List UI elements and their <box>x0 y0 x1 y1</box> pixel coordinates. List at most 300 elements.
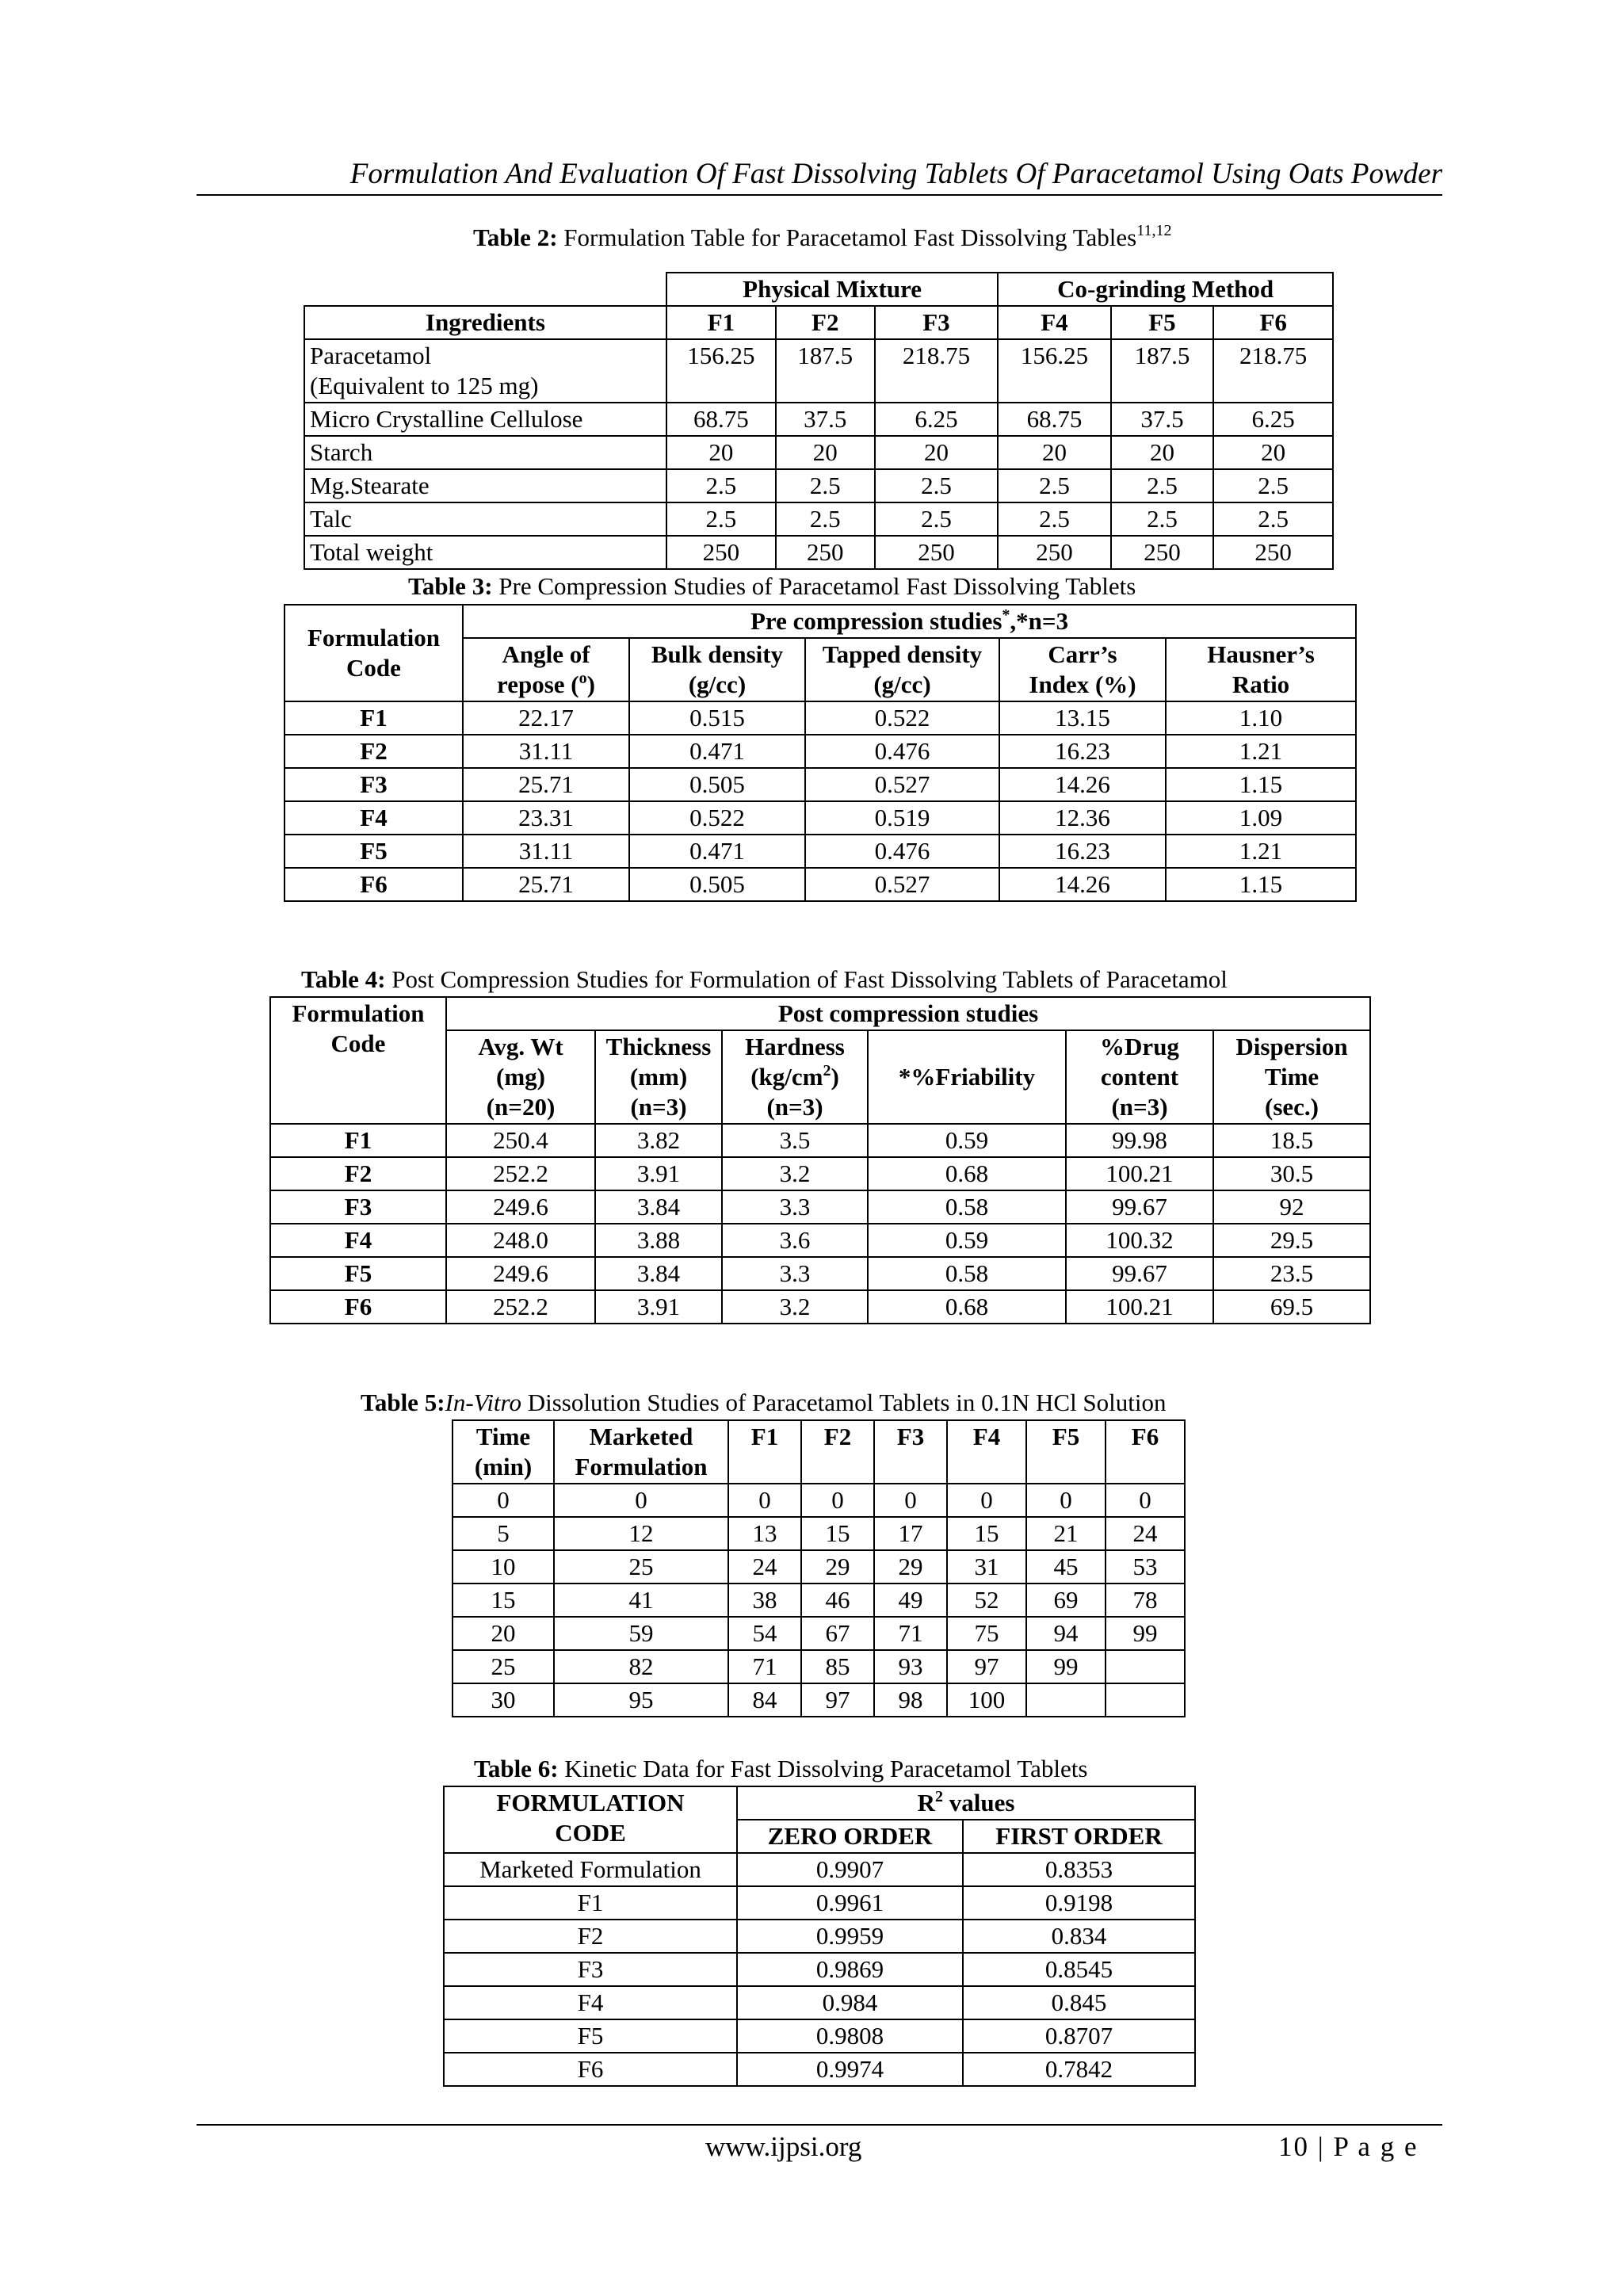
table-cell: 3.3 <box>722 1257 868 1290</box>
table-cell: 20 <box>453 1617 554 1650</box>
header-line: (n=20) <box>486 1093 556 1121</box>
table-cell: 30.5 <box>1213 1157 1370 1190</box>
table-cell: 20 <box>1111 436 1214 469</box>
table-cell: 0.9907 <box>737 1853 963 1886</box>
table-row <box>270 1290 1370 1324</box>
table-cell: 187.5 <box>1111 339 1214 403</box>
table4-col-header-drug-content <box>1066 1030 1213 1124</box>
table6-label: Table 6: <box>474 1755 559 1782</box>
table2-ingredient-name: Total weight <box>304 536 666 569</box>
table6-code-header-line1: FORMULATION <box>496 1789 685 1817</box>
table4-code-header-line2: Code <box>330 1030 386 1057</box>
table6-caption <box>474 1753 1087 1785</box>
table-cell: 24 <box>1106 1517 1185 1550</box>
table6-caption-text: Kinetic Data for Fast Dissolving Paracetamol Tablets <box>558 1755 1088 1782</box>
row-code: F5 <box>285 835 463 868</box>
table-cell: 156.25 <box>666 339 776 403</box>
table-row <box>304 469 1333 502</box>
table-cell: 250 <box>776 536 875 569</box>
row-code: F1 <box>270 1124 446 1157</box>
table6-code-header <box>444 1786 737 1853</box>
table-cell: 21 <box>1026 1517 1106 1550</box>
table2-group-co-grinding: Co-grinding Method <box>998 273 1333 306</box>
table5-col-header: F4 <box>947 1420 1026 1484</box>
table-cell: 0 <box>554 1484 728 1517</box>
header-line: Hardness <box>745 1033 845 1060</box>
table2-group-header-row <box>304 273 1333 306</box>
header-line: (g/cc) <box>688 670 747 698</box>
row-code: F4 <box>270 1224 446 1257</box>
footer-url: www.ijpsi.org <box>705 2131 862 2162</box>
table-cell: 3.82 <box>595 1124 722 1157</box>
table-cell: 0.9198 <box>963 1886 1195 1920</box>
table-row <box>285 735 1356 768</box>
table4-group-header: Post compression studies <box>446 997 1370 1030</box>
table2-column-header-row <box>304 306 1333 339</box>
row-code: F6 <box>270 1290 446 1324</box>
table-cell: 52 <box>947 1584 1026 1617</box>
table-cell: 0 <box>1026 1484 1106 1517</box>
table-cell: 0.8353 <box>963 1853 1195 1886</box>
table4-caption <box>301 964 1228 995</box>
header-text: R <box>917 1789 935 1817</box>
table2-col-header: F3 <box>875 306 999 339</box>
table4-code-header-line1: Formulation <box>292 999 425 1027</box>
table-cell: 20 <box>666 436 776 469</box>
table-row <box>444 1986 1195 2019</box>
table-cell: F3 <box>444 1953 737 1986</box>
table-cell: 1.10 <box>1166 701 1356 735</box>
table4-label: Table 4: <box>301 965 386 993</box>
table-cell: 92 <box>1213 1190 1370 1224</box>
table-row <box>304 339 1333 403</box>
table-cell: 250 <box>998 536 1110 569</box>
table-cell: 3.5 <box>722 1124 868 1157</box>
table-cell: 250 <box>666 536 776 569</box>
table-cell: 0 <box>801 1484 874 1517</box>
header-line: Dispersion <box>1235 1033 1348 1060</box>
table-cell: 0.59 <box>868 1124 1066 1157</box>
table-row <box>453 1650 1185 1683</box>
table-cell: 75 <box>947 1617 1026 1650</box>
table3-caption <box>408 571 1136 602</box>
table-cell <box>1106 1683 1185 1717</box>
table6-group-header-row <box>444 1786 1195 1820</box>
table-cell: 2.5 <box>998 502 1110 536</box>
table-row <box>270 1257 1370 1290</box>
header-line: Thickness <box>605 1033 712 1060</box>
table-row <box>285 835 1356 868</box>
table-cell <box>1026 1683 1106 1717</box>
table-row <box>453 1584 1185 1617</box>
table4-caption-text: Post Compression Studies for Formulation of Fast Dissolving Tablets of Paracetamol <box>385 965 1228 993</box>
table-row <box>444 1953 1195 1986</box>
table-cell: 2.5 <box>666 502 776 536</box>
table3-col-header-carr <box>999 638 1166 701</box>
table-cell: 37.5 <box>1111 403 1214 436</box>
table-cell: 69.5 <box>1213 1290 1370 1324</box>
table-cell: 10 <box>453 1550 554 1584</box>
table3-col-header-hausner <box>1166 638 1356 701</box>
table-row <box>304 536 1333 569</box>
table-row <box>453 1617 1185 1650</box>
table-cell: 29 <box>874 1550 947 1584</box>
table-cell: 16.23 <box>999 835 1166 868</box>
table-cell: 1.21 <box>1166 735 1356 768</box>
header-line: Carr’s <box>1048 640 1117 668</box>
table-cell: 29.5 <box>1213 1224 1370 1257</box>
table4-col-header-thickness <box>595 1030 722 1124</box>
table-cell <box>1106 1650 1185 1683</box>
header-line: (min) <box>474 1453 533 1480</box>
table3-group-header <box>463 605 1356 638</box>
table6-r2-header <box>737 1786 1195 1820</box>
table3-col-header-tapped <box>805 638 999 701</box>
table3-caption-text: Pre Compression Studies of Paracetamol Fast Dissolving Tablets <box>492 572 1136 600</box>
table-cell: 2.5 <box>666 469 776 502</box>
header-line: Avg. Wt <box>478 1033 563 1060</box>
table-cell: 0 <box>874 1484 947 1517</box>
header-line: Bulk density <box>651 640 784 668</box>
table-cell: 0.59 <box>868 1224 1066 1257</box>
table-cell: 0.9974 <box>737 2053 963 2086</box>
table-cell: 68.75 <box>998 403 1110 436</box>
header-line: (sec.) <box>1265 1093 1319 1121</box>
table5-col-header: F3 <box>874 1420 947 1484</box>
table-cell: 99 <box>1026 1650 1106 1683</box>
table-row <box>444 1853 1195 1886</box>
table-row <box>304 436 1333 469</box>
table-cell: 78 <box>1106 1584 1185 1617</box>
table-cell: 31.11 <box>463 835 629 868</box>
header-line: Ratio <box>1232 670 1290 698</box>
table3-group-header-tail: ,*n=3 <box>1010 607 1069 635</box>
table-cell: 0.515 <box>629 701 805 735</box>
table-cell: 69 <box>1026 1584 1106 1617</box>
header-line: Formulation <box>575 1453 708 1480</box>
table-row <box>304 502 1333 536</box>
header-line: Index (%) <box>1029 670 1136 698</box>
table-cell: F2 <box>444 1920 737 1953</box>
table-cell: 6.25 <box>1213 403 1333 436</box>
table-cell: 25.71 <box>463 868 629 901</box>
table6-col-header-first-order: FIRST ORDER <box>963 1820 1195 1853</box>
table2-col-header: F6 <box>1213 306 1333 339</box>
header-line: ) <box>586 670 595 698</box>
journal-article-title: Formulation And Evaluation Of Fast Dissolving Tablets Of Paracetamol Using Oats Powder <box>349 158 1442 190</box>
degree-sup: o <box>579 670 587 687</box>
table5-col-header: F6 <box>1106 1420 1185 1484</box>
table-cell: 100.21 <box>1066 1157 1213 1190</box>
table-cell: 0.471 <box>629 835 805 868</box>
table-row <box>285 868 1356 901</box>
table-cell: F1 <box>444 1886 737 1920</box>
header-text: values <box>942 1789 1015 1817</box>
table2-col-header: F2 <box>776 306 875 339</box>
table-cell: 15 <box>801 1517 874 1550</box>
table5-caption <box>361 1387 1167 1419</box>
table-cell: 0.984 <box>737 1986 963 2019</box>
table3-col-header-bulk <box>629 638 805 701</box>
table-cell: 2.5 <box>875 502 999 536</box>
header-line: (mm) <box>629 1063 688 1091</box>
header-line: ) <box>831 1063 839 1091</box>
table-cell: 18.5 <box>1213 1124 1370 1157</box>
table-cell: 68.75 <box>666 403 776 436</box>
table-cell: 5 <box>453 1517 554 1550</box>
table2-reference: 11,12 <box>1136 222 1172 239</box>
table2-ingredient-name: Micro Crystalline Cellulose <box>304 403 666 436</box>
table-cell: 46 <box>801 1584 874 1617</box>
table-cell: 0 <box>453 1484 554 1517</box>
table-cell: 3.2 <box>722 1157 868 1190</box>
header-line: Time <box>1264 1063 1319 1091</box>
table-cell: 82 <box>554 1650 728 1683</box>
table-cell: 14.26 <box>999 868 1166 901</box>
table-cell: 54 <box>728 1617 801 1650</box>
table-cell: 0.527 <box>805 768 999 801</box>
table-cell: 20 <box>1213 436 1333 469</box>
table-cell: 0.527 <box>805 868 999 901</box>
table-cell: F4 <box>444 1986 737 2019</box>
table-row <box>453 1683 1185 1717</box>
header-line: (n=3) <box>1111 1093 1168 1121</box>
table5-col-header: F2 <box>801 1420 874 1484</box>
table-cell: 0.7842 <box>963 2053 1195 2086</box>
table-row <box>444 2019 1195 2053</box>
table-cell: 2.5 <box>1213 502 1333 536</box>
table-cell: 0.522 <box>805 701 999 735</box>
table5-col-header-time <box>453 1420 554 1484</box>
table-cell: 85 <box>801 1650 874 1683</box>
table-cell: 84 <box>728 1683 801 1717</box>
table5-caption-italic: In-Vitro <box>445 1389 521 1416</box>
table-cell: 0.834 <box>963 1920 1195 1953</box>
table2-col-header: F1 <box>666 306 776 339</box>
table4-col-header-dispersion <box>1213 1030 1370 1124</box>
table-cell: 97 <box>801 1683 874 1717</box>
table3-code-header-line2: Code <box>346 654 401 682</box>
table3-group-header-row <box>285 605 1356 638</box>
squared-sup: 2 <box>823 1062 831 1079</box>
table-cell: 2.5 <box>1111 502 1214 536</box>
table-cell: 249.6 <box>446 1257 595 1290</box>
table-cell: 17 <box>874 1517 947 1550</box>
row-code: F4 <box>285 801 463 835</box>
table-cell: 45 <box>1026 1550 1106 1584</box>
header-line: Angle of <box>502 640 590 668</box>
table4-group-header-row <box>270 997 1370 1030</box>
table2-ingredient-name: Talc <box>304 502 666 536</box>
table-cell: 25.71 <box>463 768 629 801</box>
table-cell: 15 <box>947 1517 1026 1550</box>
table3-group-header-text: Pre compression studies <box>750 607 1002 635</box>
table-cell: 1.09 <box>1166 801 1356 835</box>
row-code: F2 <box>285 735 463 768</box>
table4-code-header <box>270 997 446 1124</box>
table-cell: 12 <box>554 1517 728 1550</box>
table-row <box>444 1886 1195 1920</box>
table-cell: 218.75 <box>1213 339 1333 403</box>
table-cell: 1.15 <box>1166 868 1356 901</box>
row-code: F1 <box>285 701 463 735</box>
table-cell: F6 <box>444 2053 737 2086</box>
table-cell: 38 <box>728 1584 801 1617</box>
squared-sup: 2 <box>934 1788 943 1805</box>
table-cell: 0.58 <box>868 1190 1066 1224</box>
table-cell: 2.5 <box>1111 469 1214 502</box>
table-cell: 23.5 <box>1213 1257 1370 1290</box>
table-cell: 218.75 <box>875 339 999 403</box>
table-cell: 0.8545 <box>963 1953 1195 1986</box>
table4-col-header-friability: *%Friability <box>868 1030 1066 1124</box>
table-cell: 71 <box>874 1617 947 1650</box>
table-cell: 100 <box>947 1683 1026 1717</box>
table-cell: 93 <box>874 1650 947 1683</box>
table-cell: 6.25 <box>875 403 999 436</box>
table2-col-header: Ingredients <box>304 306 666 339</box>
table-cell: 0.471 <box>629 735 805 768</box>
table2-ingredient-cell <box>304 339 666 403</box>
table6-code-header-line2: CODE <box>555 1819 626 1847</box>
table5-column-header-row <box>453 1420 1185 1484</box>
table-row <box>285 768 1356 801</box>
table-cell: 0.505 <box>629 768 805 801</box>
header-line: Marketed <box>589 1423 693 1450</box>
table-cell: 248.0 <box>446 1224 595 1257</box>
table-row <box>270 1157 1370 1190</box>
table-cell: 2.5 <box>998 469 1110 502</box>
table-cell: 3.3 <box>722 1190 868 1224</box>
table2-ingredient-note: (Equivalent to 125 mg) <box>310 372 539 399</box>
header-line: content <box>1100 1063 1179 1091</box>
table2-caption <box>473 222 1171 254</box>
table-cell: 0.845 <box>963 1986 1195 2019</box>
table-row <box>453 1484 1185 1517</box>
table-cell: 24 <box>728 1550 801 1584</box>
table2-caption-text: Formulation Table for Paracetamol Fast Dissolving Tables <box>557 223 1137 251</box>
table-cell: 15 <box>453 1584 554 1617</box>
table5-col-header: F5 <box>1026 1420 1106 1484</box>
table-cell: 25 <box>453 1650 554 1683</box>
table-row <box>444 1920 1195 1953</box>
table-cell: 0.58 <box>868 1257 1066 1290</box>
table-row <box>444 2053 1195 2086</box>
header-line: Time <box>475 1423 531 1450</box>
table3-code-header <box>285 605 463 701</box>
table2-label: Table 2: <box>473 223 558 251</box>
table-cell: 0.68 <box>868 1290 1066 1324</box>
row-code: F2 <box>270 1157 446 1190</box>
table-cell: 13.15 <box>999 701 1166 735</box>
header-line: (n=3) <box>766 1093 823 1121</box>
header-line: (mg) <box>496 1063 545 1091</box>
row-code: F6 <box>285 868 463 901</box>
table4-col-header-hardness <box>722 1030 868 1124</box>
table-cell: 2.5 <box>776 469 875 502</box>
table2-ingredient-name: Mg.Stearate <box>304 469 666 502</box>
table-cell: Marketed Formulation <box>444 1853 737 1886</box>
table-cell: 3.88 <box>595 1224 722 1257</box>
table4-col-header-avg-wt <box>446 1030 595 1124</box>
table-cell: 22.17 <box>463 701 629 735</box>
table-row <box>270 1224 1370 1257</box>
table-cell: 100.21 <box>1066 1290 1213 1324</box>
table-cell: 99 <box>1106 1617 1185 1650</box>
header-line: repose ( <box>497 670 579 698</box>
table-cell: 3.91 <box>595 1290 722 1324</box>
table-cell: 59 <box>554 1617 728 1650</box>
table-cell: 0 <box>947 1484 1026 1517</box>
table-cell: 53 <box>1106 1550 1185 1584</box>
table6-col-header-zero-order: ZERO ORDER <box>737 1820 963 1853</box>
table-cell: 99.98 <box>1066 1124 1213 1157</box>
table5-col-header-marketed <box>554 1420 728 1484</box>
table-cell: 30 <box>453 1683 554 1717</box>
table5-col-header: F1 <box>728 1420 801 1484</box>
table3-col-header-angle <box>463 638 629 701</box>
header-line: Hausner’s <box>1207 640 1315 668</box>
table-cell: 31.11 <box>463 735 629 768</box>
table-cell: 13 <box>728 1517 801 1550</box>
table3 <box>284 604 1357 902</box>
table-cell: 3.6 <box>722 1224 868 1257</box>
table-cell: 1.15 <box>1166 768 1356 801</box>
table-cell: 14.26 <box>999 768 1166 801</box>
table-cell: 0.505 <box>629 868 805 901</box>
table3-code-header-line1: Formulation <box>307 624 441 651</box>
header-line: Tapped density <box>822 640 983 668</box>
table-cell: 249.6 <box>446 1190 595 1224</box>
table-row <box>453 1550 1185 1584</box>
table-cell: 0.522 <box>629 801 805 835</box>
table-cell: 16.23 <box>999 735 1166 768</box>
table-cell: 67 <box>801 1617 874 1650</box>
table-row <box>304 403 1333 436</box>
table-cell: F5 <box>444 2019 737 2053</box>
table2-ingredient-name: Paracetamol <box>310 342 432 369</box>
table-cell: 97 <box>947 1650 1026 1683</box>
table-cell: 71 <box>728 1650 801 1683</box>
table-row <box>285 701 1356 735</box>
header-line: (g/cc) <box>873 670 931 698</box>
table-cell: 0.476 <box>805 835 999 868</box>
table-cell: 98 <box>874 1683 947 1717</box>
table-cell: 99.67 <box>1066 1257 1213 1290</box>
table-cell: 250 <box>1111 536 1214 569</box>
table-cell: 95 <box>554 1683 728 1717</box>
table-cell: 12.36 <box>999 801 1166 835</box>
table-cell: 20 <box>998 436 1110 469</box>
table-cell: 0.9808 <box>737 2019 963 2053</box>
table-cell: 2.5 <box>875 469 999 502</box>
table-cell: 29 <box>801 1550 874 1584</box>
row-code: F5 <box>270 1257 446 1290</box>
table-cell: 252.2 <box>446 1157 595 1190</box>
table-cell: 3.84 <box>595 1190 722 1224</box>
table-cell: 187.5 <box>776 339 875 403</box>
table-cell: 252.2 <box>446 1290 595 1324</box>
table-cell: 94 <box>1026 1617 1106 1650</box>
table-row <box>453 1517 1185 1550</box>
table-cell: 20 <box>776 436 875 469</box>
table-row <box>270 1124 1370 1157</box>
table-cell: 2.5 <box>1213 469 1333 502</box>
footer-divider <box>197 2124 1442 2126</box>
table-cell: 0.9869 <box>737 1953 963 1986</box>
table-cell: 41 <box>554 1584 728 1617</box>
table-cell: 20 <box>875 436 999 469</box>
